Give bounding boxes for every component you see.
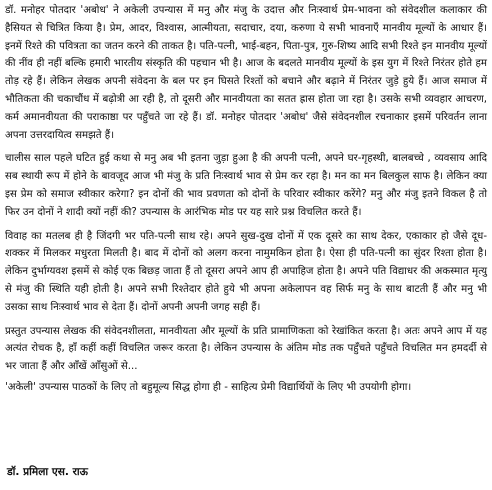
review-text — [5, 2, 487, 403]
author-signature: डॉ. प्रमिला एस. राऊ — [7, 466, 88, 478]
paragraph-marriage: विवाह का मतलब ही है जिंदगी भर पति-पत्नी साथ रहे। अपने सुख-दुख दोनों में एक दूसरे का साथ देकर, एकाकार हो जैसे दूध-शक्कर में मिलकर मधुरता मिलती है। बाद में दोनों को अलग करना नामुमकिन होता है। ऐसा ही पति-पत्नी का सुंदर रिश्ता होता है। लेकिन दुर्भाग्यवश इसमें से कोई एक बिछड़ जाता हैं तो दूसरा अपने आप ही अपाहिज होता है। अपने पति विद्याधर की अकस्मात मृत्यु से मंजु की स्थिति यही होती है। अपने सभी रिश्तेदार होते हुये भी अपना अकेलापन वह सिर्फ मनु के साथ बाटती हैं और मनु भी उसका साथ निःस्वार्थ भाव से देता हैं। दोनों अपनी अपनी जगह सही हैं। — [5, 230, 487, 313]
paragraph-conclusion: 'अकेली' उपन्यास पाठकों के लिए तो बहुमूल्य सिद्ध होगा ही - साहित्य प्रेमी विद्यार्थियों के लिए भी उपयोगी होगा। — [5, 381, 412, 393]
paragraph-assessment: प्रस्तुत उपन्यास लेखक की संवेदनशीलता, मानवीयता और मूल्यों के प्रति प्रामाणिकता को रेखांकित करता है। अतः अपने आप में यह अत्यंत रोचक है, हाँ कहीं कहीं विचलित जरूर करता है। लेकिन उपन्यास के अंतिम मोड तक पहुँचते पहुँचते विचलित मन हमदर्दी से भर जाता हैं और आँखें आँसुओं से... — [5, 325, 487, 373]
paragraph-intro: डॉ. मनोहर पोतदार 'अबोध' ने अकेली उपन्यास में मनु और मंजु के उदात्त और निःस्वार्थ प्रेम-भावना को संवेदशील कलाकार की हैसियत से चित्रित किया है। प्रेम, आदर, विश्वास, आत्मीयता, सदाचार, दया, करुणा ये सभी भावनाएँ मानवीय मूल्यों के आधार हैं। इनमें रिश्ते की पवित्रता का जतन करने की ताकत है। पति-पत्नी, भाई-बहन, पिता-पुत्र, गुरु-शिष्य आदि सभी रिश्ते इन मानवीय मूल्यों की नींव ही नहीं बल्कि हमारी भारतीय संस्कृति की पहचान भी है। आज के बदलते मानवीय मूल्यों के इस युग में रिश्ते निरंतर होते हम तोड़ रहे हैं। लेकिन लेखक अपनी संवेदना के बल पर इन घिसते रिश्तों को बचाने और बढ़ाने में निरंतर जुड़े हुये हैं। आज समाज में भौतिकता की चकाचौंध में बढ़ोत्री आ रही है, तो दूसरी और मानवीयता का सतत ह्रास होता जा रहा है। उसके सभी व्यवहार आचरण, कर्म अमानवीयता की पराकाष्ठा पर पहुँचते जा रहे हैं। डॉ. मनोहर पोतदार 'अबोध' जैसे संवेदनशील रचनाकार इसमें परिवर्तन लाना अपना उत्तरदायित्व समझते हैं। — [5, 5, 487, 141]
paragraph-story: चालीस साल पहले घटित हुई कथा से मनु अब भी इतना जुड़ा हुआ है की अपनी पत्नी, अपने घर-गृहस्थी, बालबच्चे , व्यवसाय आदि सब स्थायी रूप में होने के बावजूद आज भी मंजु के प्रति निःस्वार्थ भाव से प्रेम कर रहा है। मन का मन बिलकुल साफ है। लेकिन क्या इस प्रेम को समाज स्वीकार करेगा? इन दोनों की भाव प्रवणता को दोनों के परिवार स्वीकार करेंगे? मनु और मंजु इतने विकल है तो फिर उन दोनों ने शादी क्यों नहीं की? उपन्यास के आरंभिक मोड पर यह सारे प्रश्न विचलित करते हैं। — [5, 153, 487, 218]
